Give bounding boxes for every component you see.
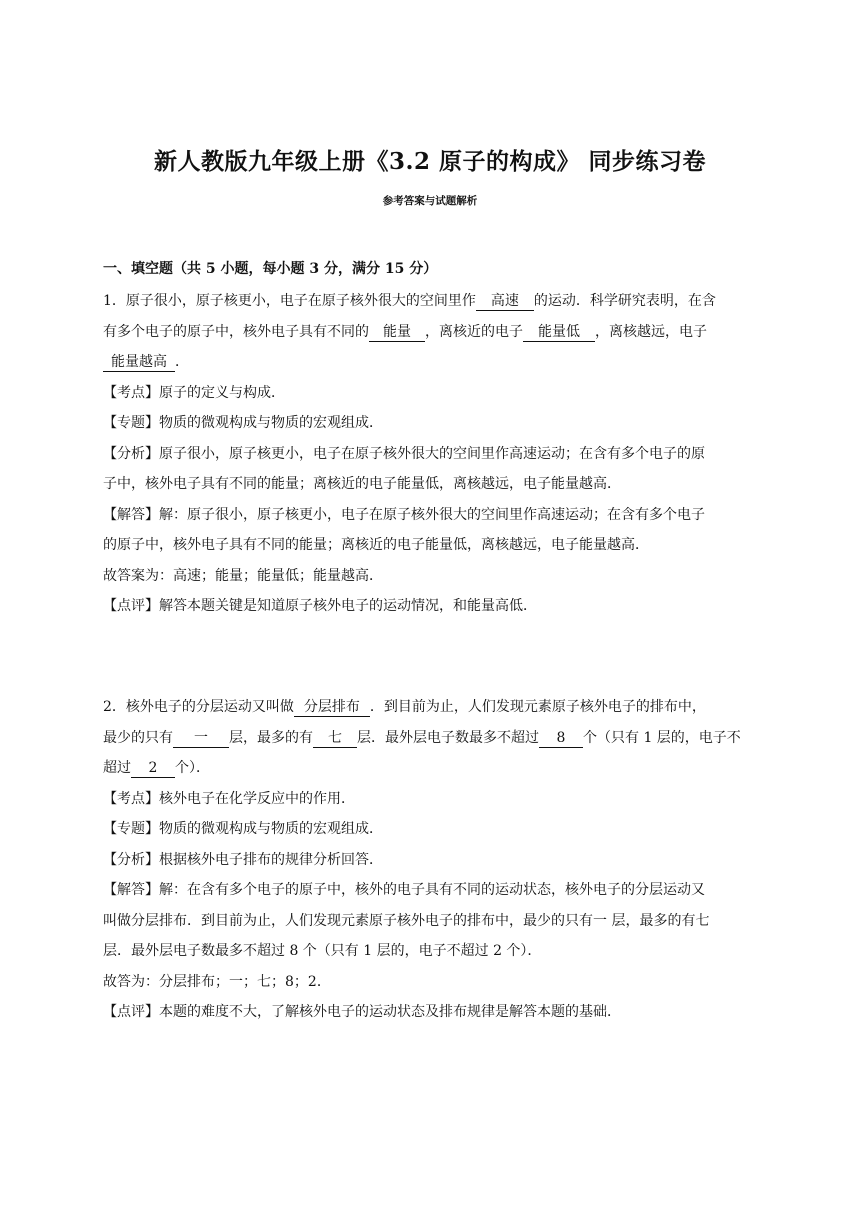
question-1	[103, 286, 758, 622]
q1-jieda-1: 【解答】解：原子很小，原子核更小，电子在原子核外很大的空间里作高速运动；在含有多个电子	[103, 506, 705, 523]
q2-blank-5: 2	[131, 760, 175, 778]
q1-blank-4: 能量越高	[103, 354, 175, 372]
q2-blank-1: 分层排布	[294, 699, 370, 717]
q1-zhuanti: 【专题】物质的微观构成与物质的宏观组成．	[103, 415, 383, 431]
q2-jieda-2: 叫做分层排布．到目前为止，人们发现元素原子核外电子的排布中，最少的只有一 层，最多的有七	[103, 912, 710, 929]
q2-answer: 故答为：分层排布；一；七；8；2．	[103, 973, 331, 990]
q1-kaodian: 【考点】原子的定义与构成．	[103, 384, 285, 401]
q2-fenxi: 【分析】根据核外电子排布的规律分析回答．	[103, 851, 383, 868]
q2-line-1: 2．核外电子的分层运动又叫做 分层排布 ．到目前为止，人们发现元素原子核外电子的排布中，	[103, 699, 706, 715]
q1-dianping: 【点评】解答本题关键是知道原子核外电子的运动情况，和能量高低．	[103, 598, 537, 614]
q1-fenxi-1: 【分析】原子很小，原子核更小，电子在原子核外很大的空间里作高速运动；在含有多个电子的原	[103, 445, 705, 462]
q1-answer: 故答案为：高速；能量；能量低；能量越高．	[103, 567, 383, 584]
q1-jieda-2: 的原子中，核外电子具有不同的能量；离核近的电子能量低，离核越远，电子能量越高．	[103, 537, 649, 553]
document-title: 新人教版九年级上册《3.2 原子的构成》 同步练习卷	[153, 148, 707, 175]
q2-blank-2: 一	[173, 730, 229, 748]
q2-blank-3: 七	[313, 730, 357, 748]
q1-blank-2: 能量	[369, 324, 425, 342]
q2-jieda-3: 层．最外层电子数最多不超过 8 个（只有 1 层的，电子不超过 2 个）．	[103, 943, 542, 959]
q1-blank-1: 高速	[476, 293, 534, 311]
q1-blank-3: 能量低	[523, 324, 595, 342]
q2-line-2: 最少的只有 一 层，最多的有 七 层．最外层电子数最多不超过 8 个（只有 1 层的，电子不	[103, 729, 741, 746]
q2-blank-4: 8	[539, 730, 583, 748]
q2-dianping: 【点评】本题的难度不大，了解核外电子的运动状态及排布规律是解答本题的基础．	[103, 1004, 621, 1020]
q1-line-2: 有多个电子的原子中，核外电子具有不同的 能量 ，离核近的电子 能量低 ，离核越远，电子	[103, 323, 707, 340]
q2-jieda-1: 【解答】解：在含有多个电子的原子中，核外的电子具有不同的运动状态，核外电子的分层运动又	[103, 882, 705, 898]
q1-fenxi-2: 子中，核外电子具有不同的能量；离核近的电子能量低，离核越远，电子能量越高．	[103, 476, 621, 492]
q1-line-1: 1．原子很小，原子核更小，电子在原子核外很大的空间里作 高速 的运动．科学研究表明，在含	[103, 293, 716, 309]
document-subtitle: 参考答案与试题解析	[382, 195, 478, 207]
q1-line-3: 能量越高 ．	[103, 347, 758, 378]
q2-zhuanti: 【专题】物质的微观构成与物质的宏观组成．	[103, 821, 383, 837]
q2-line-3: 超过 2 个）．	[103, 760, 210, 776]
question-2	[103, 692, 758, 1028]
section-heading: 一、填空题（共 5 小题，每小题 3 分，满分 15 分）	[103, 261, 438, 277]
q2-kaodian: 【考点】核外电子在化学反应中的作用．	[103, 790, 355, 807]
